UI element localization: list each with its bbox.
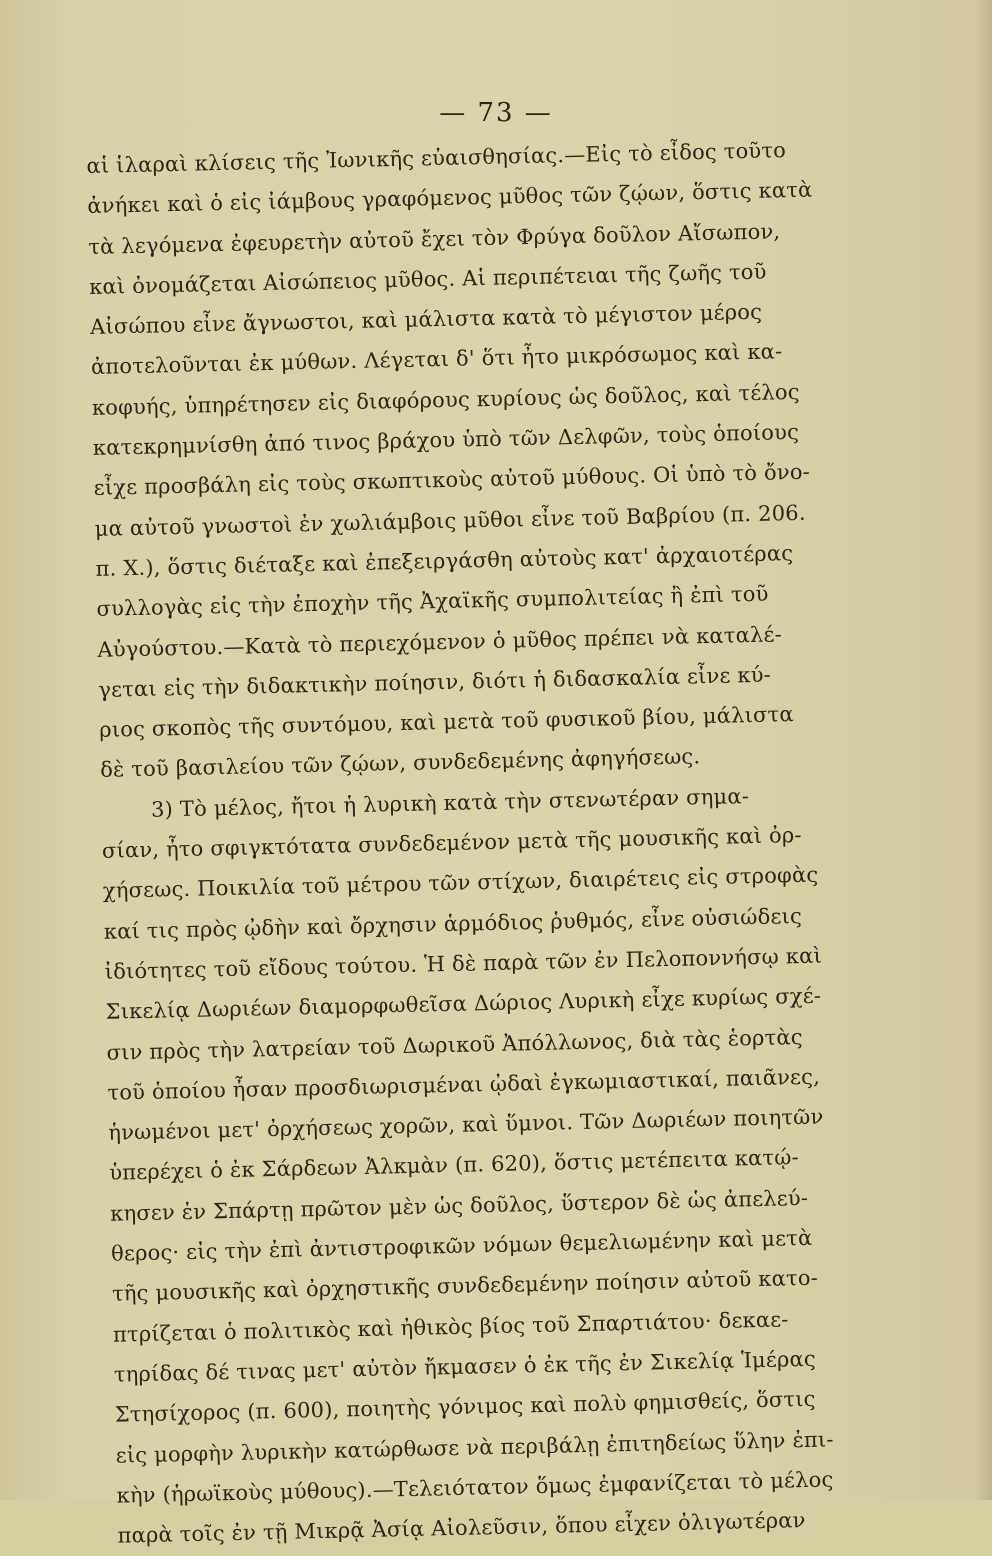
text-line: 3) Τὸ μέλος, ἤτοι ἡ λυρικὴ κατὰ τὴν στενωτέραν σημα- bbox=[150, 783, 750, 822]
text-line: σιν πρὸς τὴν λατρείαν τοῦ Δωρικοῦ Ἀπόλλωνος, διὰ τὰς ἑορτὰς bbox=[106, 1024, 803, 1065]
text-line: ἡνωμένοι μετ' ὀρχήσεως χορῶν, καὶ ὕμνοι. Τῶν Δωριέων ποιητῶν bbox=[108, 1104, 824, 1145]
text-line: παρὰ τοῖς ἐν τῇ Μικρᾷ Ἀσίᾳ Αἰολεῦσιν, ὅπου εἶχεν ὀλιγωτέραν bbox=[117, 1508, 806, 1548]
text-line: εἶχε προσβάλη εἰς τοὺς σκωπτικοὺς αὐτοῦ μύθους. Οἱ ὑπὸ τὸ ὄνο- bbox=[93, 460, 811, 501]
text-line: τοῦ ὁποίου ἦσαν προσδιωρισμέναι ᾠδαὶ ἐγκωμιαστικαί, παιᾶνες, bbox=[107, 1064, 821, 1105]
text-line: Αἰσώπου εἶνε ἄγνωστοι, καὶ μάλιστα κατὰ τὸ μέγιστον μέρος bbox=[89, 299, 763, 340]
page-number: — 73 — bbox=[439, 98, 553, 128]
text-line: μα αὐτοῦ γνωστοὶ ἐν χωλιάμβοις μῦθοι εἶνε τοῦ Βαβρίου (π. 206. bbox=[94, 500, 806, 541]
text-line: εἰς μορφὴν λυρικὴν κατώρθωσε νὰ περιβάλῃ ἐπιτηδείως ὕλην ἐπι- bbox=[115, 1426, 834, 1468]
text-line: ἀνήκει καὶ ὁ εἰς ἰάμβους γραφόμενος μῦθος τῶν ζῴων, ὅστις κατὰ bbox=[87, 177, 813, 219]
text-line: ὑπερέχει ὁ ἐκ Σάρδεων Ἀλκμὰν (π. 620), ὅστις μετέπειτα κατῴ- bbox=[109, 1145, 800, 1186]
body-text bbox=[86, 129, 848, 1556]
text-line: ἰδιότητες τοῦ εἴδους τούτου. Ἡ δὲ παρὰ τῶν ἐν Πελοποννήσῳ καὶ bbox=[104, 943, 823, 984]
text-line: χήσεως. Ποικιλία τοῦ μέτρου τῶν στίχων, διαιρέτεις εἰς στροφὰς bbox=[102, 862, 819, 904]
text-line: κὴν (ἡρωϊκοὺς μύθους).—Τελειότατον ὅμως ἐμφανίζεται τὸ μέλος bbox=[116, 1467, 834, 1508]
text-line: δὲ τοῦ βασιλείου τῶν ζῴων, συνδεδεμένης ἀφηγήσεως. bbox=[99, 744, 701, 783]
page-edge-shadow bbox=[974, 0, 992, 1500]
text-line: τῆς μουσικῆς καὶ ὀρχηστικῆς συνδεδεμένην ποίησιν αὐτοῦ κατο- bbox=[111, 1266, 819, 1307]
text-line: συλλογὰς εἰς τὴν ἐποχὴν τῆς Ἀχαϊκῆς συμπολιτείας ἢ ἐπὶ τοῦ bbox=[96, 581, 769, 622]
text-line: τὰ λεγόμενα ἐφευρετὴν αὐτοῦ ἔχει τὸν Φρύγα δοῦλον Αἴσωπον, bbox=[88, 218, 781, 259]
text-line: γεται εἰς τὴν διδακτικὴν ποίησιν, διότι ἡ διδασκαλία εἶνε κύ- bbox=[98, 662, 772, 702]
text-line: Στησίχορος (π. 600), ποιητὴς γόνιμος καὶ πολὺ φημισθείς, ὅστις bbox=[114, 1386, 816, 1427]
text-line: αἱ ἱλαραὶ κλίσεις τῆς Ἰωνικῆς εὐαισθησίας.—Εἰς τὸ εἶδος τοῦτο bbox=[86, 138, 787, 178]
text-line: σίαν, ἦτο σφιγκτότατα συνδεδεμένον μετὰ τῆς μουσικῆς καὶ ὀρ- bbox=[101, 822, 802, 863]
text-line: κατεκρημνίσθη ἀπό τινος βράχου ὑπὸ τῶν Δελφῶν, τοὺς ὁποίους bbox=[92, 419, 800, 460]
text-line: ἀποτελοῦνται ἐκ μύθων. Λέγεται δ' ὅτι ἦτο μικρόσωμος καὶ κα- bbox=[90, 339, 783, 380]
text-line: κοφυής, ὑπηρέτησεν εἰς διαφόρους κυρίους ὡς δοῦλος, καὶ τέλος bbox=[91, 379, 800, 420]
text-line: ριος σκοπὸς τῆς συντόμου, καὶ μετὰ τοῦ φυσικοῦ βίου, μάλιστα bbox=[98, 702, 794, 743]
text-line: τηρίδας δέ τινας μετ' αὐτὸν ἤκμασεν ὁ ἐκ τῆς ἐν Σικελίᾳ Ἱμέρας bbox=[113, 1346, 817, 1387]
text-line: κησεν ἐν Σπάρτῃ πρῶτον μὲν ὡς δοῦλος, ὕστερον δὲ ὡς ἀπελεύ- bbox=[109, 1185, 809, 1226]
text-line: πτρίζεται ὁ πολιτικὸς καὶ ἠθικὸς βίος τοῦ Σπαρτιάτου· δεκαε- bbox=[112, 1306, 789, 1347]
text-line: Αὐγούστου.—Κατὰ τὸ περιεχόμενον ὁ μῦθος πρέπει νὰ καταλέ- bbox=[97, 621, 783, 662]
text-line: θερος· εἰς τὴν ἐπὶ ἀντιστροφικῶν νόμων θεμελιωμένην καὶ μετὰ bbox=[110, 1225, 813, 1266]
text-line: π. Χ.), ὅστις διέταξε καὶ ἐπεξειργάσθη αὐτοὺς κατ' ἀρχαιοτέρας bbox=[95, 541, 794, 581]
text-line: Σικελίᾳ Δωριέων διαμορφωθεῖσα Δώριος Λυρικὴ εἶχε κυρίως σχέ- bbox=[105, 983, 822, 1025]
text-line: καί τις πρὸς ᾠδὴν καὶ ὄρχησιν ἁρμόδιος ῥυθμός, εἶνε οὐσιώδεις bbox=[103, 903, 803, 944]
text-line: καὶ ὀνομάζεται Αἰσώπειος μῦθος. Αἱ περιπέτειαι τῆς ζωῆς τοῦ bbox=[88, 259, 767, 299]
